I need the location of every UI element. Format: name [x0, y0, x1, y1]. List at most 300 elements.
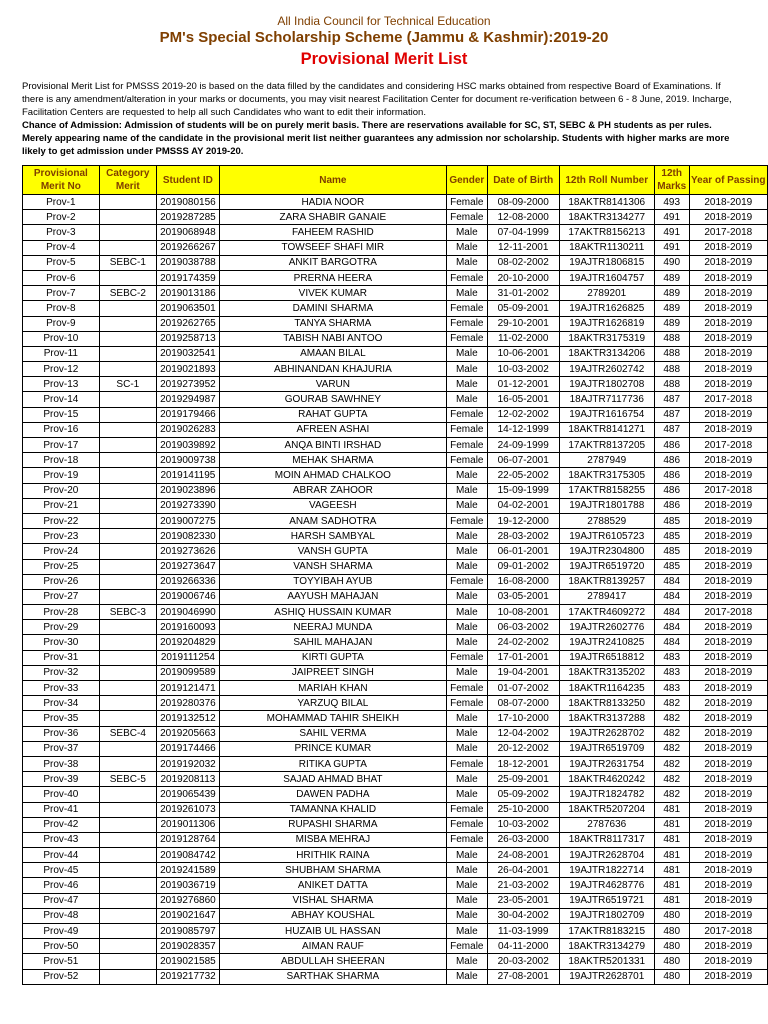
cell-student-id: 2019038788 [156, 255, 219, 270]
cell-year-of-passing: 2018-2019 [689, 362, 767, 377]
cell-merit-no: Prov-8 [23, 301, 100, 316]
cell-merit-no: Prov-26 [23, 574, 100, 589]
cell-marks: 485 [654, 513, 689, 528]
cell-category-merit [99, 438, 156, 453]
cell-roll-number: 2789201 [559, 286, 654, 301]
cell-dob: 19-04-2001 [487, 665, 559, 680]
cell-student-id: 2019011306 [156, 817, 219, 832]
cell-name: VISHAL SHARMA [219, 893, 446, 908]
cell-gender: Male [446, 772, 487, 787]
cell-name: SAHIL VERMA [219, 726, 446, 741]
cell-category-merit [99, 407, 156, 422]
table-row [23, 316, 768, 331]
cell-marks: 489 [654, 316, 689, 331]
cell-merit-no: Prov-23 [23, 529, 100, 544]
cell-dob: 19-12-2000 [487, 513, 559, 528]
cell-gender: Male [446, 620, 487, 635]
cell-marks: 484 [654, 589, 689, 604]
cell-category-merit: SEBC-5 [99, 772, 156, 787]
cell-year-of-passing: 2018-2019 [689, 635, 767, 650]
cell-category-merit [99, 195, 156, 210]
cell-roll-number: 18AKTR8133250 [559, 696, 654, 711]
cell-merit-no: Prov-30 [23, 635, 100, 650]
cell-category-merit [99, 711, 156, 726]
cell-marks: 486 [654, 498, 689, 513]
cell-gender: Female [446, 422, 487, 437]
cell-dob: 24-02-2002 [487, 635, 559, 650]
cell-student-id: 2019085797 [156, 924, 219, 939]
cell-marks: 487 [654, 407, 689, 422]
cell-gender: Male [446, 908, 487, 923]
cell-marks: 483 [654, 650, 689, 665]
cell-year-of-passing: 2018-2019 [689, 346, 767, 361]
cell-dob: 26-04-2001 [487, 863, 559, 878]
cell-category-merit: SEBC-2 [99, 286, 156, 301]
cell-marks: 485 [654, 529, 689, 544]
cell-marks: 487 [654, 392, 689, 407]
cell-gender: Male [446, 711, 487, 726]
cell-roll-number: 18AKTR5201331 [559, 954, 654, 969]
cell-gender: Male [446, 741, 487, 756]
cell-dob: 15-09-1999 [487, 483, 559, 498]
cell-year-of-passing: 2018-2019 [689, 665, 767, 680]
cell-merit-no: Prov-14 [23, 392, 100, 407]
cell-roll-number: 19AJTR1822714 [559, 863, 654, 878]
cell-name: VARUN [219, 377, 446, 392]
cell-roll-number: 19AJTR1626825 [559, 301, 654, 316]
cell-year-of-passing: 2017-2018 [689, 438, 767, 453]
cell-year-of-passing: 2018-2019 [689, 544, 767, 559]
cell-merit-no: Prov-4 [23, 240, 100, 255]
cell-year-of-passing: 2018-2019 [689, 270, 767, 285]
page-title: Provisional Merit List [300, 50, 468, 68]
cell-category-merit [99, 650, 156, 665]
cell-dob: 16-05-2001 [487, 392, 559, 407]
header-gender: Gender [446, 166, 487, 195]
cell-category-merit [99, 392, 156, 407]
cell-category-merit [99, 498, 156, 513]
cell-year-of-passing: 2017-2018 [689, 605, 767, 620]
cell-name: AIMAN RAUF [219, 939, 446, 954]
table-row [23, 756, 768, 771]
cell-year-of-passing: 2018-2019 [689, 878, 767, 893]
cell-name: DAMINI SHARMA [219, 301, 446, 316]
cell-dob: 12-08-2000 [487, 210, 559, 225]
cell-name: ZARA SHABIR GANAIE [219, 210, 446, 225]
cell-marks: 481 [654, 893, 689, 908]
cell-gender: Female [446, 453, 487, 468]
cell-student-id: 2019065439 [156, 787, 219, 802]
cell-student-id: 2019208113 [156, 772, 219, 787]
cell-marks: 482 [654, 696, 689, 711]
cell-year-of-passing: 2018-2019 [689, 772, 767, 787]
header-marks: 12th Marks [654, 166, 689, 195]
table-row [23, 954, 768, 969]
cell-merit-no: Prov-49 [23, 924, 100, 939]
cell-student-id: 2019128764 [156, 832, 219, 847]
cell-year-of-passing: 2017-2018 [689, 225, 767, 240]
cell-year-of-passing: 2018-2019 [689, 513, 767, 528]
table-row [23, 802, 768, 817]
cell-year-of-passing: 2018-2019 [689, 498, 767, 513]
cell-gender: Male [446, 893, 487, 908]
cell-name: HADIA NOOR [219, 195, 446, 210]
cell-name: HRITHIK RAINA [219, 848, 446, 863]
cell-student-id: 2019280376 [156, 696, 219, 711]
cell-dob: 11-03-1999 [487, 924, 559, 939]
cell-dob: 22-05-2002 [487, 468, 559, 483]
merit-list-table [22, 165, 768, 985]
table-row [23, 392, 768, 407]
cell-student-id: 2019080156 [156, 195, 219, 210]
table-row [23, 453, 768, 468]
cell-student-id: 2019132512 [156, 711, 219, 726]
cell-year-of-passing: 2018-2019 [689, 589, 767, 604]
cell-student-id: 2019174466 [156, 741, 219, 756]
cell-year-of-passing: 2017-2018 [689, 483, 767, 498]
table-header-row [23, 166, 768, 195]
cell-marks: 481 [654, 848, 689, 863]
cell-gender: Male [446, 392, 487, 407]
cell-name: DAWEN PADHA [219, 787, 446, 802]
cell-dob: 28-03-2002 [487, 529, 559, 544]
cell-marks: 484 [654, 635, 689, 650]
cell-merit-no: Prov-37 [23, 741, 100, 756]
cell-name: MEHAK SHARMA [219, 453, 446, 468]
cell-roll-number: 19AJTR2304800 [559, 544, 654, 559]
table-row [23, 878, 768, 893]
cell-name: ANAM SADHOTRA [219, 513, 446, 528]
cell-gender: Male [446, 954, 487, 969]
cell-marks: 491 [654, 210, 689, 225]
cell-category-merit [99, 483, 156, 498]
table-row [23, 574, 768, 589]
cell-merit-no: Prov-42 [23, 817, 100, 832]
cell-roll-number: 19AJTR2631754 [559, 756, 654, 771]
cell-name: ASHIQ HUSSAIN KUMAR [219, 605, 446, 620]
cell-merit-no: Prov-28 [23, 605, 100, 620]
cell-roll-number: 19AJTR1801788 [559, 498, 654, 513]
cell-merit-no: Prov-10 [23, 331, 100, 346]
cell-roll-number: 2789417 [559, 589, 654, 604]
cell-dob: 17-01-2001 [487, 650, 559, 665]
cell-marks: 486 [654, 468, 689, 483]
cell-roll-number: 18AKTR8139257 [559, 574, 654, 589]
cell-name: GOURAB SAWHNEY [219, 392, 446, 407]
cell-roll-number: 19AJTR6518812 [559, 650, 654, 665]
cell-student-id: 2019192032 [156, 756, 219, 771]
cell-roll-number: 2787949 [559, 453, 654, 468]
cell-category-merit [99, 924, 156, 939]
cell-roll-number: 19AJTR2602742 [559, 362, 654, 377]
header-category-merit: Category Merit [99, 166, 156, 195]
cell-merit-no: Prov-22 [23, 513, 100, 528]
cell-marks: 485 [654, 559, 689, 574]
cell-gender: Male [446, 529, 487, 544]
cell-name: HUZAIB UL HASSAN [219, 924, 446, 939]
table-row [23, 711, 768, 726]
cell-roll-number: 17AKTR8137205 [559, 438, 654, 453]
cell-merit-no: Prov-50 [23, 939, 100, 954]
cell-category-merit [99, 969, 156, 984]
cell-roll-number: 17AKTR8183215 [559, 924, 654, 939]
table-row [23, 589, 768, 604]
table-row [23, 893, 768, 908]
cell-roll-number: 18AKTR3134206 [559, 346, 654, 361]
cell-student-id: 2019032541 [156, 346, 219, 361]
table-row [23, 483, 768, 498]
cell-name: RUPASHI SHARMA [219, 817, 446, 832]
cell-roll-number: 17AKTR8158255 [559, 483, 654, 498]
table-row [23, 529, 768, 544]
cell-category-merit [99, 529, 156, 544]
cell-student-id: 2019036719 [156, 878, 219, 893]
cell-category-merit [99, 453, 156, 468]
table-row [23, 726, 768, 741]
cell-merit-no: Prov-47 [23, 893, 100, 908]
cell-category-merit [99, 681, 156, 696]
cell-category-merit [99, 939, 156, 954]
cell-category-merit [99, 893, 156, 908]
cell-merit-no: Prov-24 [23, 544, 100, 559]
cell-name: ABDULLAH SHEERAN [219, 954, 446, 969]
cell-dob: 11-02-2000 [487, 331, 559, 346]
cell-marks: 488 [654, 377, 689, 392]
cell-merit-no: Prov-32 [23, 665, 100, 680]
cell-dob: 06-03-2002 [487, 620, 559, 635]
cell-name: SAJAD AHMAD BHAT [219, 772, 446, 787]
cell-merit-no: Prov-40 [23, 787, 100, 802]
cell-merit-no: Prov-43 [23, 832, 100, 847]
cell-dob: 09-01-2002 [487, 559, 559, 574]
cell-merit-no: Prov-27 [23, 589, 100, 604]
cell-roll-number: 18AKTR1130211 [559, 240, 654, 255]
cell-roll-number: 19AJTR6105723 [559, 529, 654, 544]
cell-year-of-passing: 2018-2019 [689, 756, 767, 771]
cell-gender: Male [446, 483, 487, 498]
table-row [23, 195, 768, 210]
cell-dob: 08-07-2000 [487, 696, 559, 711]
cell-category-merit [99, 468, 156, 483]
cell-year-of-passing: 2018-2019 [689, 407, 767, 422]
cell-category-merit [99, 331, 156, 346]
cell-gender: Male [446, 787, 487, 802]
cell-student-id: 2019294987 [156, 392, 219, 407]
cell-name: ABHINANDAN KHAJURIA [219, 362, 446, 377]
header-dob: Date of Birth [487, 166, 559, 195]
header-merit-no: Provisional Merit No [23, 166, 100, 195]
cell-student-id: 2019111254 [156, 650, 219, 665]
cell-category-merit [99, 832, 156, 847]
cell-category-merit [99, 210, 156, 225]
cell-marks: 480 [654, 924, 689, 939]
cell-year-of-passing: 2018-2019 [689, 848, 767, 863]
cell-merit-no: Prov-51 [23, 954, 100, 969]
cell-category-merit: SEBC-4 [99, 726, 156, 741]
cell-dob: 07-04-1999 [487, 225, 559, 240]
cell-gender: Male [446, 635, 487, 650]
cell-dob: 21-03-2002 [487, 878, 559, 893]
table-row [23, 665, 768, 680]
cell-dob: 04-11-2000 [487, 939, 559, 954]
cell-name: VIVEK KUMAR [219, 286, 446, 301]
cell-gender: Female [446, 681, 487, 696]
table-row [23, 331, 768, 346]
cell-year-of-passing: 2018-2019 [689, 696, 767, 711]
cell-student-id: 2019023896 [156, 483, 219, 498]
table-row [23, 438, 768, 453]
cell-marks: 482 [654, 772, 689, 787]
cell-category-merit [99, 589, 156, 604]
cell-roll-number: 19AJTR2410825 [559, 635, 654, 650]
cell-student-id: 2019273952 [156, 377, 219, 392]
cell-dob: 14-12-1999 [487, 422, 559, 437]
cell-roll-number: 19AJTR6519721 [559, 893, 654, 908]
cell-category-merit [99, 240, 156, 255]
cell-gender: Female [446, 195, 487, 210]
cell-name: TABISH NABI ANTOO [219, 331, 446, 346]
org-name: All India Council for Technical Education [277, 14, 491, 28]
cell-student-id: 2019276860 [156, 893, 219, 908]
cell-merit-no: Prov-36 [23, 726, 100, 741]
cell-marks: 481 [654, 832, 689, 847]
cell-name: NEERAJ MUNDA [219, 620, 446, 635]
cell-dob: 10-06-2001 [487, 346, 559, 361]
table-row [23, 650, 768, 665]
cell-year-of-passing: 2018-2019 [689, 316, 767, 331]
cell-dob: 16-08-2000 [487, 574, 559, 589]
cell-year-of-passing: 2018-2019 [689, 787, 767, 802]
cell-merit-no: Prov-16 [23, 422, 100, 437]
table-row [23, 270, 768, 285]
cell-year-of-passing: 2018-2019 [689, 286, 767, 301]
cell-merit-no: Prov-9 [23, 316, 100, 331]
cell-gender: Male [446, 924, 487, 939]
cell-gender: Male [446, 969, 487, 984]
cell-name: FAHEEM RASHID [219, 225, 446, 240]
table-row [23, 559, 768, 574]
cell-gender: Female [446, 270, 487, 285]
cell-dob: 25-09-2001 [487, 772, 559, 787]
table-row [23, 832, 768, 847]
cell-roll-number: 18AKTR4620242 [559, 772, 654, 787]
cell-marks: 484 [654, 605, 689, 620]
table-row [23, 422, 768, 437]
cell-marks: 490 [654, 255, 689, 270]
cell-dob: 10-03-2002 [487, 817, 559, 832]
cell-marks: 487 [654, 422, 689, 437]
table-row [23, 468, 768, 483]
scheme-title: PM's Special Scholarship Scheme (Jammu & Kashmir):2019-20 [159, 29, 609, 46]
cell-gender: Female [446, 650, 487, 665]
cell-merit-no: Prov-19 [23, 468, 100, 483]
cell-marks: 488 [654, 346, 689, 361]
cell-marks: 482 [654, 711, 689, 726]
cell-gender: Male [446, 544, 487, 559]
cell-gender: Female [446, 832, 487, 847]
cell-merit-no: Prov-52 [23, 969, 100, 984]
cell-student-id: 2019006746 [156, 589, 219, 604]
cell-student-id: 2019007275 [156, 513, 219, 528]
cell-year-of-passing: 2018-2019 [689, 939, 767, 954]
cell-category-merit [99, 422, 156, 437]
table-row [23, 787, 768, 802]
table-row [23, 407, 768, 422]
cell-roll-number: 19AJTR2628701 [559, 969, 654, 984]
cell-category-merit [99, 559, 156, 574]
cell-category-merit [99, 741, 156, 756]
cell-merit-no: Prov-12 [23, 362, 100, 377]
cell-category-merit [99, 301, 156, 316]
cell-gender: Male [446, 468, 487, 483]
cell-marks: 489 [654, 286, 689, 301]
cell-marks: 485 [654, 544, 689, 559]
cell-dob: 10-08-2001 [487, 605, 559, 620]
cell-gender: Male [446, 863, 487, 878]
cell-student-id: 2019174359 [156, 270, 219, 285]
cell-roll-number: 19AJTR6519709 [559, 741, 654, 756]
intro-notice [22, 80, 742, 158]
cell-dob: 12-04-2002 [487, 726, 559, 741]
cell-category-merit [99, 635, 156, 650]
cell-gender: Male [446, 362, 487, 377]
cell-merit-no: Prov-21 [23, 498, 100, 513]
table-row [23, 620, 768, 635]
cell-gender: Male [446, 559, 487, 574]
cell-roll-number: 18AKTR3137288 [559, 711, 654, 726]
cell-dob: 05-09-2002 [487, 787, 559, 802]
cell-name: ANKIT BARGOTRA [219, 255, 446, 270]
cell-year-of-passing: 2018-2019 [689, 559, 767, 574]
cell-gender: Female [446, 513, 487, 528]
cell-category-merit: SC-1 [99, 377, 156, 392]
cell-merit-no: Prov-1 [23, 195, 100, 210]
cell-student-id: 2019241589 [156, 863, 219, 878]
cell-gender: Male [446, 286, 487, 301]
cell-name: TOWSEEF SHAFI MIR [219, 240, 446, 255]
cell-dob: 12-02-2002 [487, 407, 559, 422]
cell-roll-number: 18AKTR3134279 [559, 939, 654, 954]
cell-dob: 10-03-2002 [487, 362, 559, 377]
cell-roll-number: 19AJTR2628702 [559, 726, 654, 741]
cell-year-of-passing: 2018-2019 [689, 574, 767, 589]
cell-merit-no: Prov-3 [23, 225, 100, 240]
cell-category-merit [99, 908, 156, 923]
cell-name: YARZUQ BILAL [219, 696, 446, 711]
cell-student-id: 2019205663 [156, 726, 219, 741]
table-row [23, 498, 768, 513]
cell-dob: 20-10-2000 [487, 270, 559, 285]
cell-roll-number: 19AJTR1616754 [559, 407, 654, 422]
cell-merit-no: Prov-45 [23, 863, 100, 878]
table-row [23, 817, 768, 832]
table-row [23, 377, 768, 392]
cell-dob: 27-08-2001 [487, 969, 559, 984]
cell-merit-no: Prov-25 [23, 559, 100, 574]
cell-roll-number: 2788529 [559, 513, 654, 528]
cell-name: VANSH GUPTA [219, 544, 446, 559]
table-row [23, 210, 768, 225]
cell-roll-number: 17AKTR4609272 [559, 605, 654, 620]
table-row [23, 939, 768, 954]
cell-student-id: 2019026283 [156, 422, 219, 437]
cell-student-id: 2019021585 [156, 954, 219, 969]
cell-category-merit [99, 225, 156, 240]
table-row [23, 605, 768, 620]
cell-year-of-passing: 2018-2019 [689, 468, 767, 483]
cell-roll-number: 19AJTR1626819 [559, 316, 654, 331]
cell-student-id: 2019258713 [156, 331, 219, 346]
